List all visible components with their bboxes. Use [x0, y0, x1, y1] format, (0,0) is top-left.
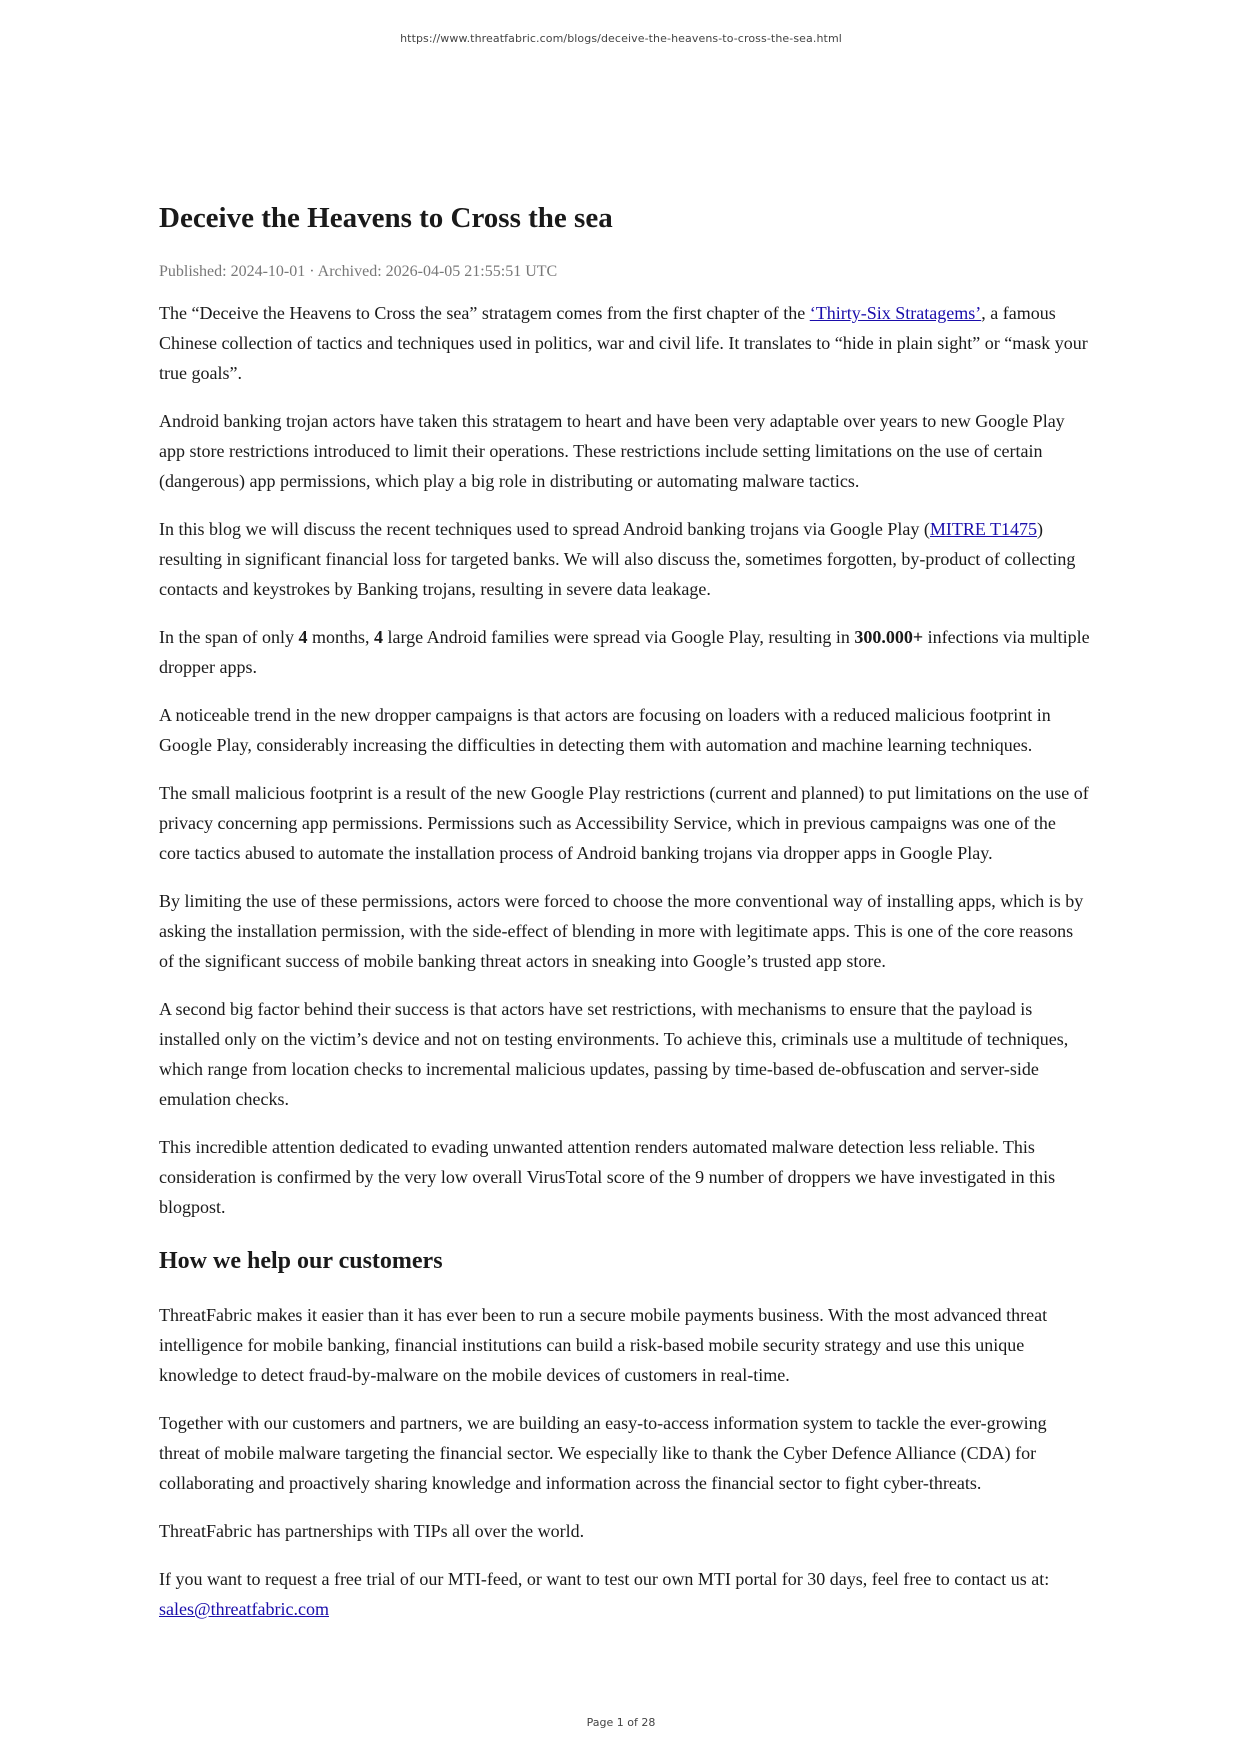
paragraph-intro: [159, 298, 1091, 388]
paragraph: ThreatFabric makes it easier than it has ever been to run a secure mobile payments business. With the most advanced threat intelligence for mobile banking, financial institutions can build a risk-based mobile security strategy and use this unique knowledge to detect fraud-by-malware on the mobile devices of customers in real-time.: [159, 1305, 1048, 1385]
text: ) resulting in significant financial loss for targeted banks. We will also discuss the, sometimes forgotten, by-product of collecting contacts and keystrokes by Banking trojans, resulting in severe data leakage.: [159, 519, 1076, 599]
paragraph-stats: [159, 622, 1091, 682]
paragraph: ThreatFabric has partnerships with TIPs all over the world.: [159, 1521, 585, 1541]
infections-count: 300.000+: [854, 627, 924, 647]
paragraph: Together with our customers and partners, we are building an easy-to-access information system to tackle the ever-growing threat of mobile malware targeting the financial sector. We especially like to thank the Cyber Defence Alliance (CDA) for collaborating and proactively sharing knowledge and information across the financial sector to fight cyber-threats.: [159, 1413, 1047, 1493]
publish-meta: Published: 2024-10-01 · Archived: 2026-04-05 21:55:51 UTC: [159, 263, 558, 280]
text: The “Deceive the Heavens to Cross the sea” stratagem comes from the first chapter of the: [159, 303, 810, 323]
sales-email-link[interactable]: sales@threatfabric.com: [159, 1599, 329, 1619]
text: If you want to request a free trial of our MTI-feed, or want to test our own MTI portal for 30 days, feel free to contact us at:: [159, 1569, 1050, 1589]
article-title: Deceive the Heavens to Cross the sea: [159, 202, 613, 234]
paragraph-contact: [159, 1564, 1091, 1624]
text: In this blog we will discuss the recent techniques used to spread Android banking trojans via Google Play (: [159, 519, 930, 539]
paragraph: A second big factor behind their success is that actors have set restrictions, with mechanisms to ensure that the payload is installed only on the victim’s device and not on testing environments. To achieve this, criminals use a multitude of techniques, which range from location checks to incremental malicious updates, passing by time-based de-obfuscation and server-side emulation checks.: [159, 999, 1069, 1109]
text: , a famous Chinese collection of tactics and techniques used in politics, war and civil life. It translates to “hide in plain sight” or “mask your true goals”.: [159, 303, 1088, 383]
families-count: 4: [374, 627, 383, 647]
text: large Android families were spread via Google Play, resulting in: [383, 627, 855, 647]
paragraph: By limiting the use of these permissions, actors were forced to choose the more conventional way of installing apps, which is by asking the installation permission, with the side-effect of blending in more with legitimate apps. This is one of the core reasons of the significant success of mobile banking threat actors in sneaking into Google’s trusted app store.: [159, 891, 1084, 971]
section-heading: How we help our customers: [159, 1248, 443, 1274]
text: infections via multiple dropper apps.: [159, 627, 1090, 677]
months-count: 4: [298, 627, 308, 647]
page-url: https://www.threatfabric.com/blogs/deceive-the-heavens-to-cross-the-sea.html: [400, 32, 842, 45]
paragraph: A noticeable trend in the new dropper campaigns is that actors are focusing on loaders with a reduced malicious footprint in Google Play, considerably increasing the difficulties in detecting them with automation and machine learning techniques.: [159, 705, 1051, 755]
paragraph: Android banking trojan actors have taken this stratagem to heart and have been very adaptable over years to new Google Play app store restrictions introduced to limit their operations. These restrictions include setting limitations on the use of certain (dangerous) app permissions, which play a big role in distributing or automating malware tactics.: [159, 411, 1065, 491]
thirty-six-stratagems-link[interactable]: ‘Thirty-Six Stratagems’: [809, 303, 982, 323]
paragraph: The small malicious footprint is a result of the new Google Play restrictions (current and planned) to put limitations on the use of privacy concerning app permissions. Permissions such as Accessibility Service, which in previous campaigns was one of the core tactics abused to automate the installation process of Android banking trojans via dropper apps in Google Play.: [159, 783, 1089, 863]
page-number: Page 1 of 28: [586, 1716, 656, 1729]
text: In the span of only: [159, 627, 299, 647]
paragraph: [159, 514, 1091, 604]
text: months,: [307, 627, 374, 647]
article: [159, 200, 1091, 1624]
paragraph: This incredible attention dedicated to evading unwanted attention renders automated malware detection less reliable. This consideration is confirmed by the very low overall VirusTotal score of the 9 number of droppers we have investigated in this blogpost.: [159, 1137, 1056, 1217]
mitre-t1475-link[interactable]: MITRE T1475: [929, 519, 1038, 539]
